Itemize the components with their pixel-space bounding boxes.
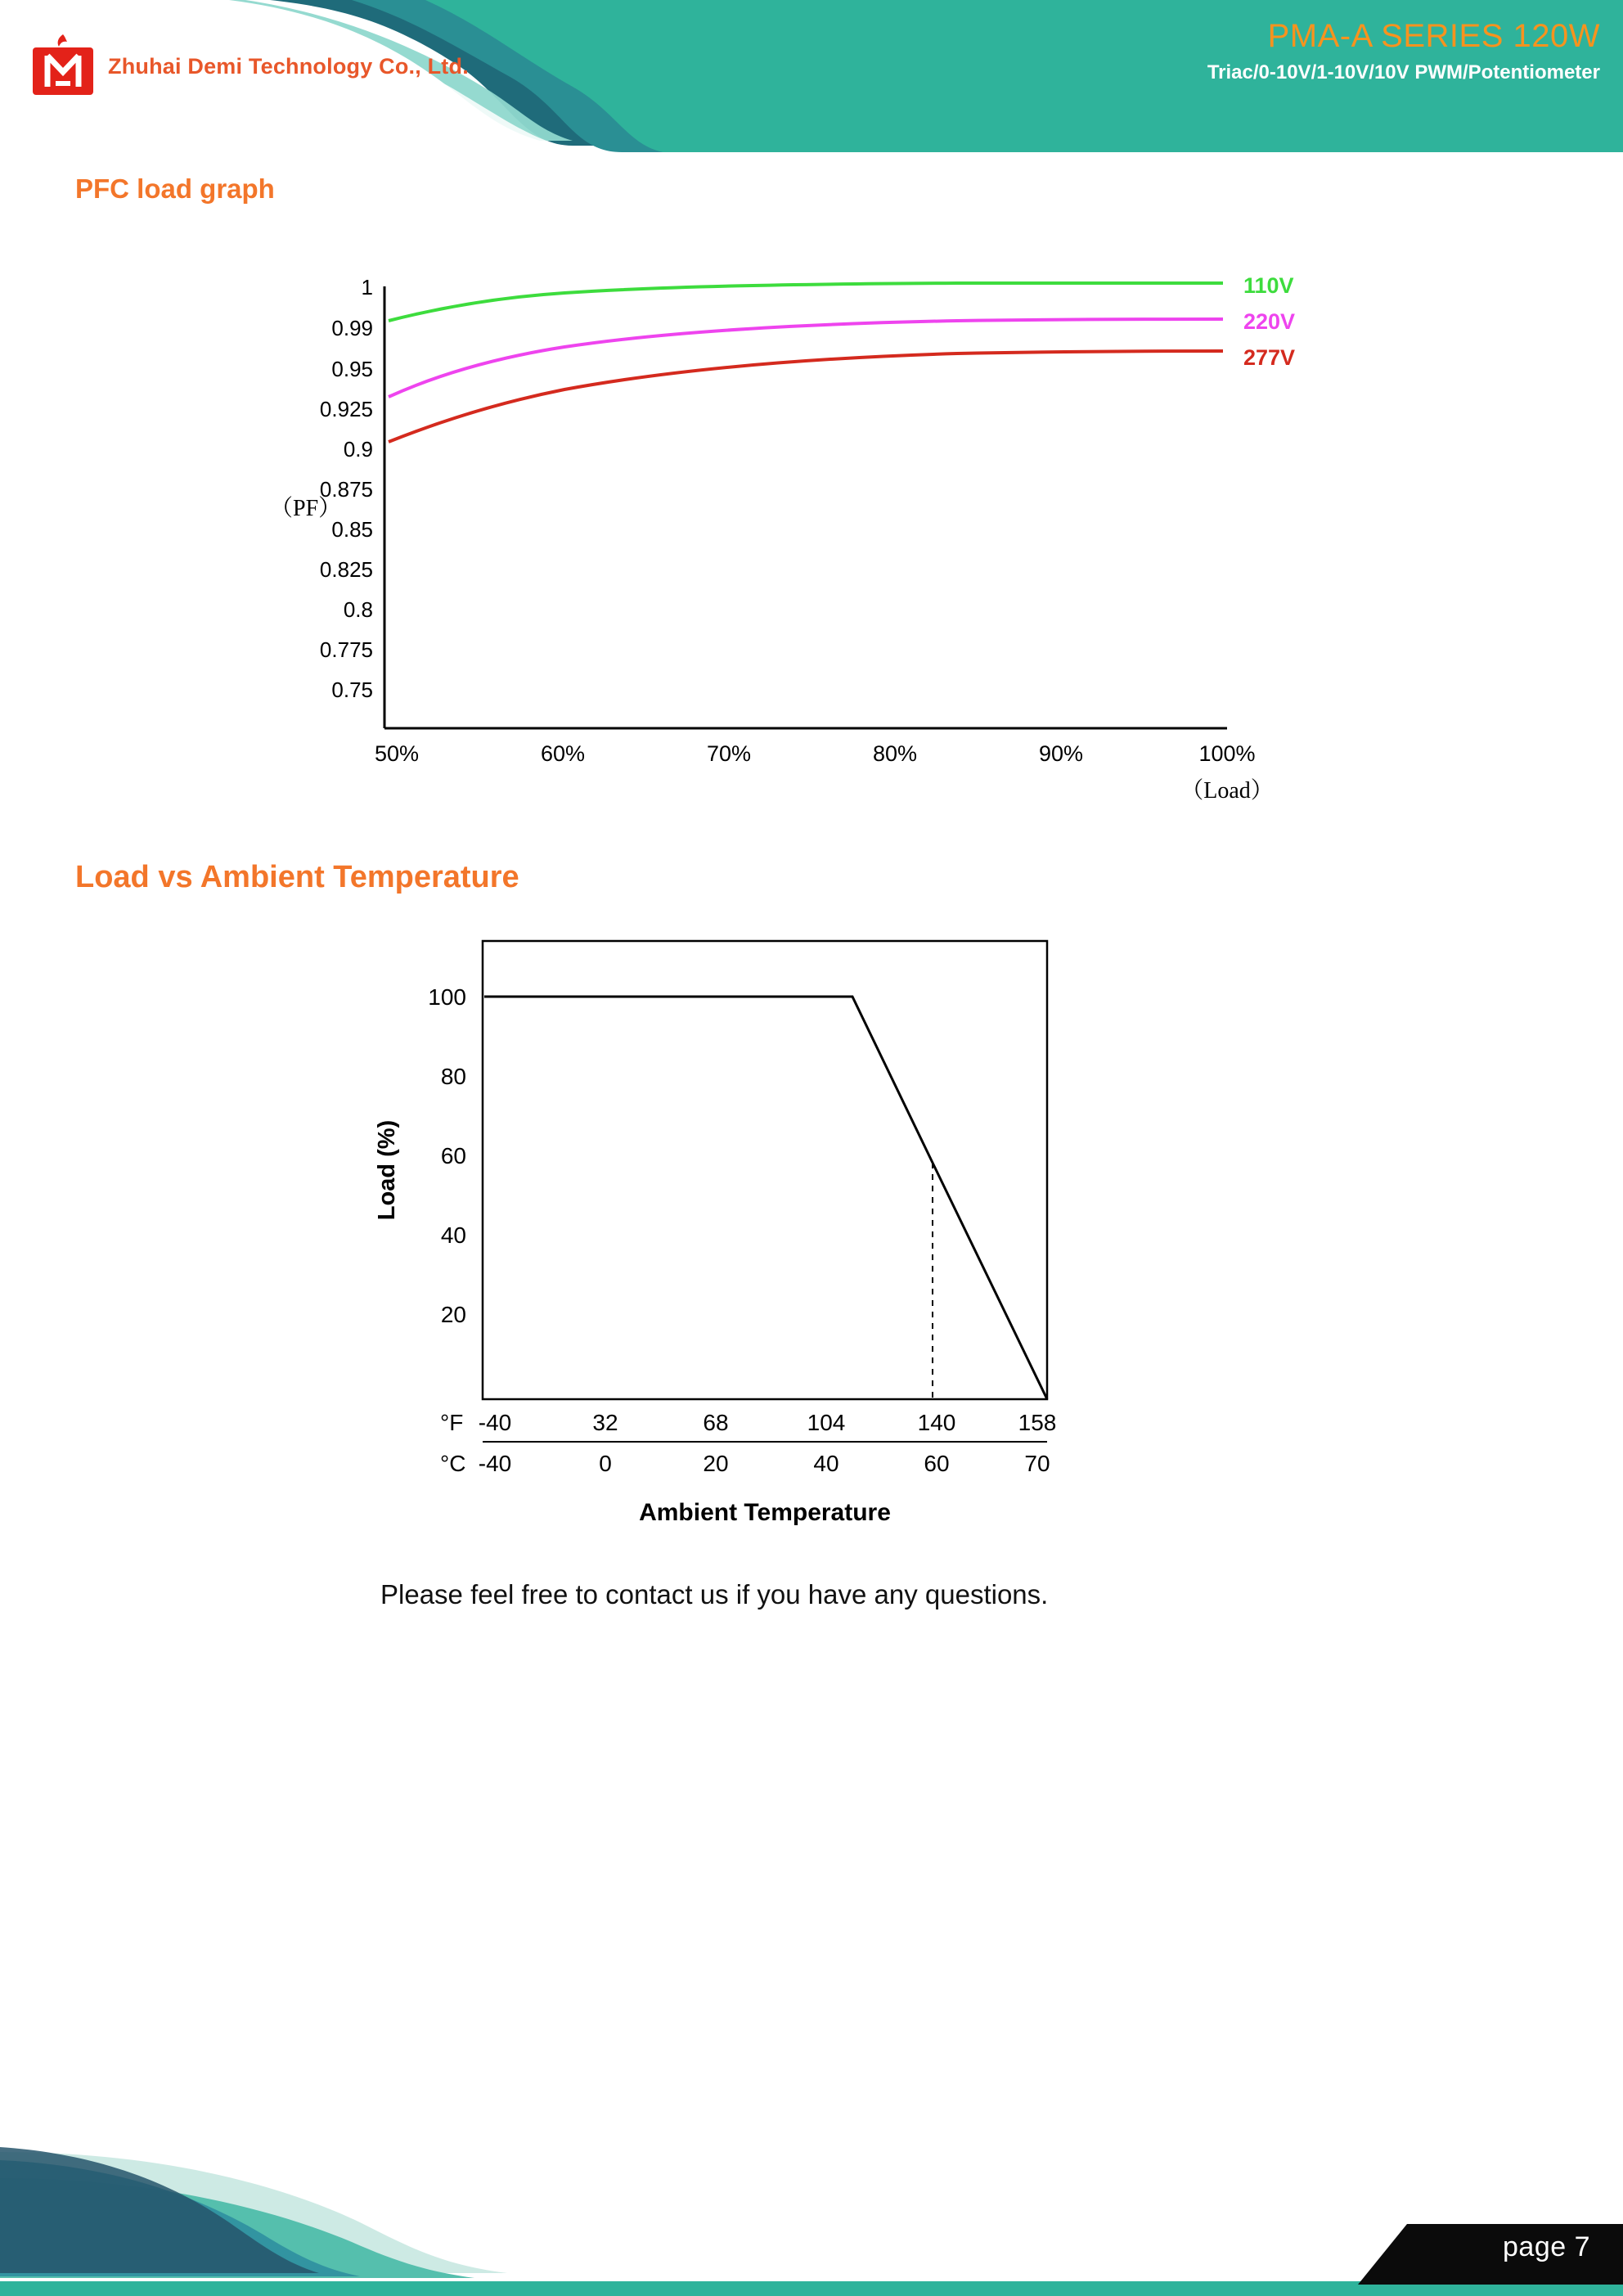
pfc-x-axis-label: （Load）	[1180, 778, 1274, 802]
section-title-pfc: PFC load graph	[75, 173, 275, 204]
temp-xtick-c: 40	[813, 1451, 839, 1476]
pfc-ytick: 0.8	[343, 597, 373, 622]
temp-unit-c-label: °C	[440, 1451, 466, 1476]
logo-block	[31, 34, 469, 98]
pfc-load-chart	[221, 270, 1382, 802]
temp-xtick-c: 60	[924, 1451, 950, 1476]
pfc-ytick: 0.925	[319, 397, 373, 421]
pfc-legend-277v: 277V	[1243, 345, 1296, 370]
header-title-block	[1207, 18, 1600, 84]
page-footer	[0, 2132, 1623, 2296]
temp-ytick: 80	[440, 1064, 466, 1089]
pfc-ytick: 0.75	[331, 678, 373, 702]
temp-xtick-f: 104	[807, 1410, 846, 1435]
temp-ytick: 60	[440, 1143, 466, 1168]
temp-xtick-f: -40	[478, 1410, 512, 1435]
pfc-xtick: 50%	[374, 741, 420, 766]
pfc-ytick: 0.825	[319, 557, 373, 582]
temp-ytick: 40	[440, 1222, 466, 1248]
temp-x-axis-label: Ambient Temperature	[639, 1499, 891, 1526]
temp-plot-frame	[483, 941, 1047, 1399]
pfc-ytick: 1	[361, 275, 373, 299]
page-header	[0, 0, 1623, 152]
demi-logo-icon	[31, 34, 95, 98]
pfc-series-110v	[389, 283, 1223, 321]
footer-banner-graphic	[0, 2132, 1623, 2296]
pfc-legend-220v: 220V	[1243, 309, 1296, 334]
series-subtitle: Triac/0-10V/1-10V/10V PWM/Potentiometer	[1207, 61, 1600, 83]
temp-xtick-c: 20	[703, 1451, 729, 1476]
pfc-xtick: 100%	[1198, 741, 1256, 766]
pfc-xtick: 60%	[540, 741, 586, 766]
pfc-xtick: 90%	[1038, 741, 1084, 766]
pfc-legend-110v: 110V	[1243, 273, 1294, 298]
temp-xtick-c: 70	[1024, 1451, 1050, 1476]
pfc-ytick: 0.875	[319, 477, 373, 502]
load-vs-temperature-chart	[352, 925, 1252, 1555]
pfc-ytick: 0.99	[331, 316, 373, 340]
pfc-series-220v	[389, 319, 1223, 397]
temp-ytick: 100	[428, 984, 466, 1010]
temp-ytick: 20	[440, 1302, 466, 1327]
temp-xtick-f: 140	[917, 1410, 956, 1435]
pfc-ytick: 0.9	[343, 437, 373, 461]
pfc-ytick: 0.95	[331, 357, 373, 381]
series-title: PMA-A SERIES 120W	[1267, 18, 1600, 54]
pfc-ytick: 0.775	[319, 637, 373, 662]
page-number: page 7	[1503, 2231, 1590, 2262]
pfc-ytick: 0.85	[331, 517, 373, 542]
pfc-xtick: 80%	[872, 741, 918, 766]
temp-xtick-f: 158	[1018, 1410, 1057, 1435]
temp-unit-f-label: °F	[440, 1410, 464, 1435]
temp-xtick-c: 0	[599, 1451, 612, 1476]
company-name: Zhuhai Demi Technology Co., Ltd.	[108, 53, 469, 79]
pfc-y-axis-label: （PF）	[270, 496, 342, 521]
temp-derating-curve	[484, 997, 1047, 1399]
section-title-load-temp: Load vs Ambient Temperature	[75, 860, 519, 894]
temp-y-axis-label: Load (%)	[374, 1119, 400, 1221]
temp-xtick-c: -40	[478, 1451, 512, 1476]
pfc-xtick: 70%	[706, 741, 752, 766]
temp-xtick-f: 68	[703, 1410, 729, 1435]
pfc-series-277v	[389, 351, 1223, 442]
contact-text: Please feel free to contact us if you have any questions.	[380, 1579, 1049, 1609]
temp-xtick-f: 32	[592, 1410, 618, 1435]
